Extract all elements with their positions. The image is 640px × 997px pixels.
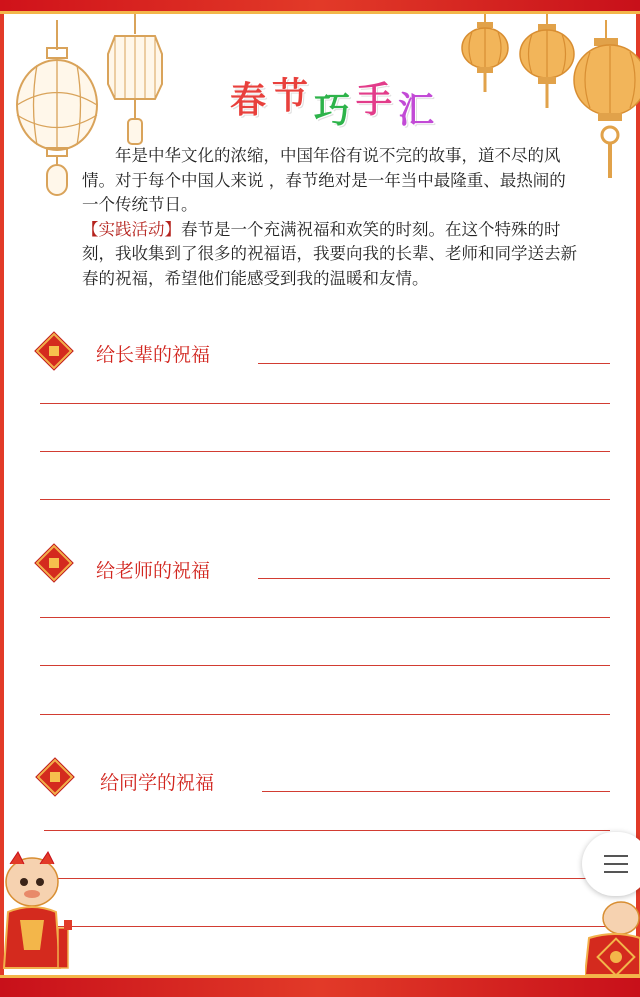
floating-menu-button[interactable]: [582, 832, 640, 896]
lantern-icon: [460, 14, 510, 94]
section-elders-heading: [38, 334, 268, 364]
left-border: [0, 14, 4, 975]
writing-line[interactable]: [40, 499, 610, 500]
fu-diamond-icon: [37, 759, 74, 796]
lantern-icon: [572, 20, 640, 180]
title-char: 巧: [314, 90, 353, 131]
intro-paragraph: 年是中华文化的浓缩，中国年俗有说不完的故事，道不尽的风情。对于每个中国人来说 ，春节绝对是一年当中最隆重、最热闹的一个传统节日。: [82, 146, 566, 214]
writing-line[interactable]: [40, 665, 610, 666]
title-char: 节: [272, 76, 311, 117]
section-label: 给老师的祝福: [96, 560, 211, 582]
writing-line[interactable]: [40, 403, 610, 404]
lantern-icon: [100, 14, 170, 154]
top-border: [0, 0, 640, 14]
activity-tag: 【实践活动】: [82, 219, 181, 239]
writing-line[interactable]: [44, 878, 610, 879]
activity-paragraph: [82, 218, 582, 292]
title-char: 春: [230, 80, 269, 121]
writing-line[interactable]: [44, 830, 610, 831]
writing-line[interactable]: [40, 451, 610, 452]
section-label: 给长辈的祝福: [96, 344, 211, 366]
intro-text: [82, 144, 582, 291]
writing-line[interactable]: [40, 714, 610, 715]
title-char: 手: [356, 80, 395, 121]
dragon-mascot-icon: [585, 900, 640, 975]
writing-line[interactable]: [258, 578, 610, 579]
lantern-icon: [518, 14, 576, 110]
page-title: [230, 68, 440, 131]
writing-line[interactable]: [44, 926, 610, 927]
section-classmates-heading: [38, 760, 268, 794]
section-teachers-heading: [38, 548, 268, 582]
fu-diamond-icon: [36, 333, 73, 370]
writing-line[interactable]: [262, 791, 610, 792]
dragon-mascot-icon: [0, 850, 80, 975]
section-label: 给同学的祝福: [100, 772, 215, 794]
activity-text: 春节是一个充满祝福和欢笑的时刻。在这个特殊的时刻，我收集到了很多的祝福语，我要向我的长辈、老师和同学送去新春的祝福，希望他们能感受到我的温暖和友情。: [82, 219, 577, 288]
writing-line[interactable]: [40, 617, 610, 618]
bottom-border: [0, 975, 640, 997]
fu-diamond-icon: [36, 545, 73, 582]
title-char: 汇: [398, 90, 437, 131]
writing-line[interactable]: [258, 363, 610, 364]
